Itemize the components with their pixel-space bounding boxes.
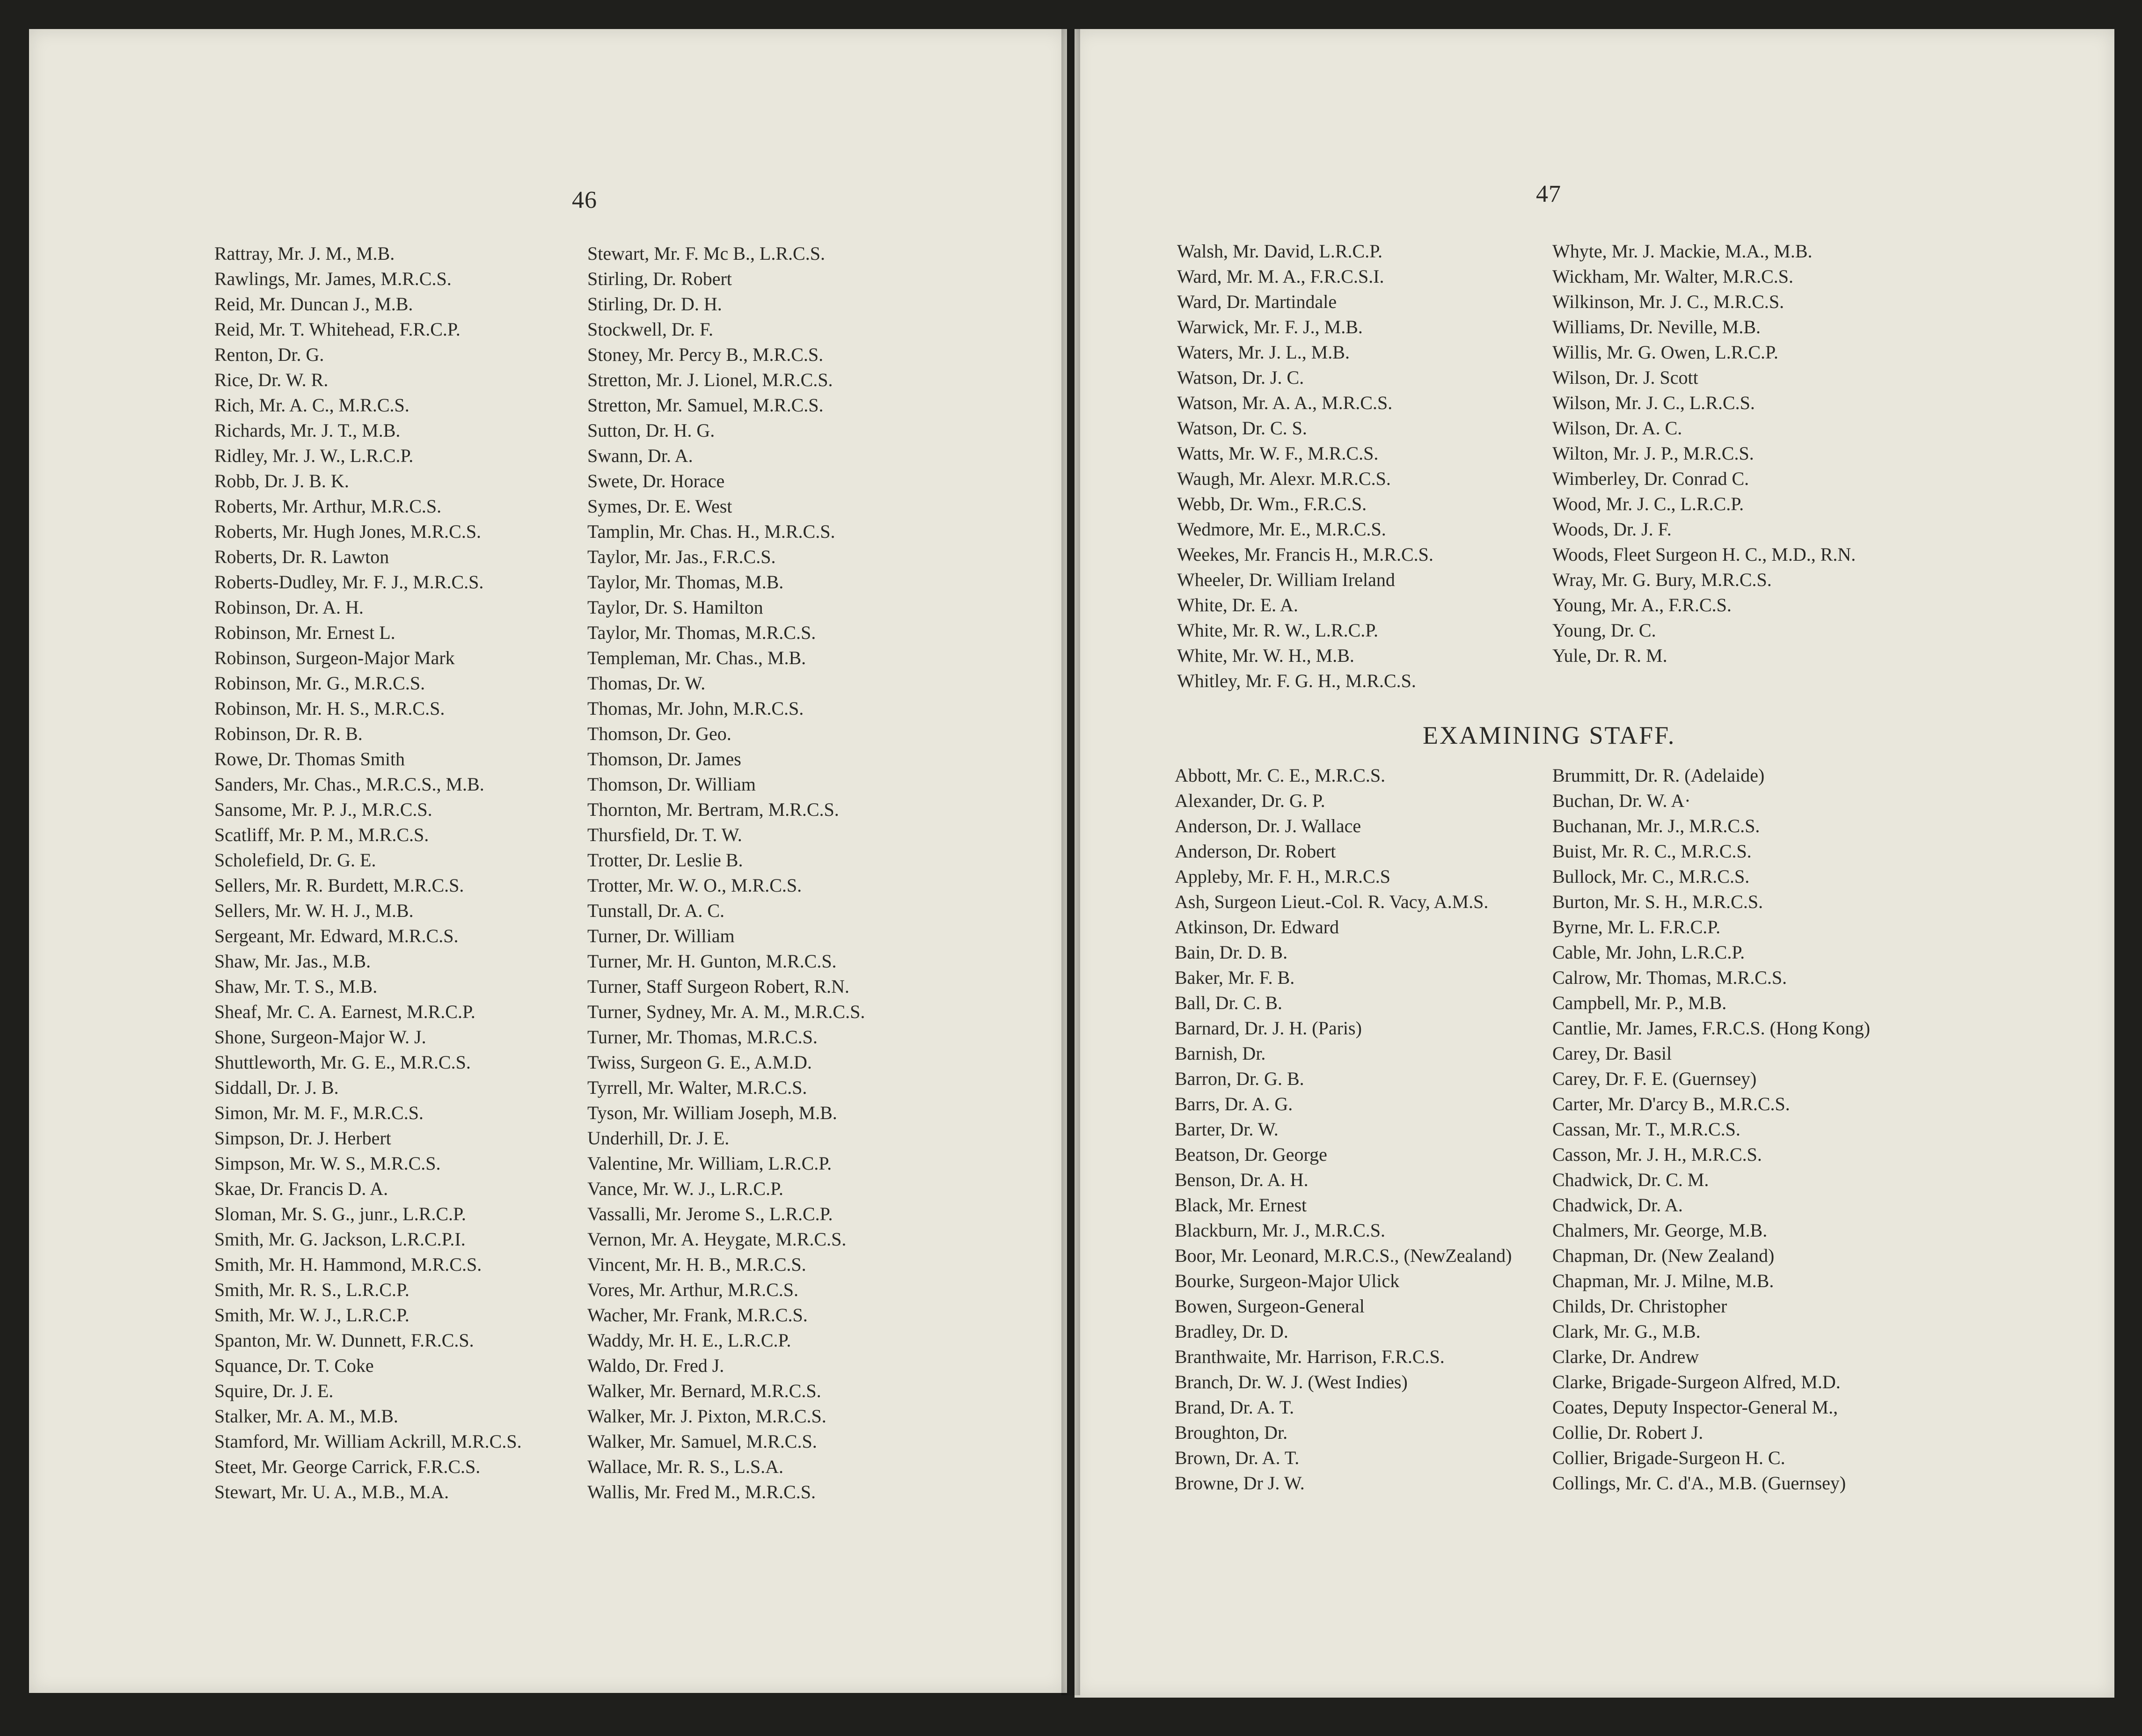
list-entry: Steet, Mr. George Carrick, F.R.C.S. (214, 1456, 481, 1477)
list-entry: Ward, Dr. Martindale (1177, 291, 1337, 312)
list-entry: Collings, Mr. C. d'A., M.B. (Guernsey) (1552, 1472, 1846, 1494)
list-entry: Vassalli, Mr. Jerome S., L.R.C.P. (587, 1203, 833, 1224)
list-entry: Webb, Dr. Wm., F.R.C.S. (1177, 493, 1367, 514)
list-entry: Smith, Mr. W. J., L.R.C.P. (214, 1304, 409, 1326)
list-entry: Waugh, Mr. Alexr. M.R.C.S. (1177, 468, 1391, 489)
left-page-column-2 (587, 241, 865, 1505)
examining-staff-column-2 (1552, 763, 1870, 1496)
list-entry: Clarke, Dr. Andrew (1552, 1346, 1699, 1367)
list-entry: Stretton, Mr. J. Lionel, M.R.C.S. (587, 369, 833, 390)
list-entry: Tunstall, Dr. A. C. (587, 900, 725, 921)
list-entry: Watson, Dr. C. S. (1177, 418, 1307, 439)
list-entry: Carey, Dr. F. E. (Guernsey) (1552, 1068, 1757, 1089)
list-entry: Walker, Mr. Bernard, M.R.C.S. (587, 1380, 821, 1401)
list-entry: Turner, Dr. William (587, 925, 735, 946)
list-entry: Vincent, Mr. H. B., M.R.C.S. (587, 1254, 806, 1275)
list-entry: Sellers, Mr. W. H. J., M.B. (214, 900, 414, 921)
list-entry: Thursfield, Dr. T. W. (587, 824, 742, 845)
list-entry: Ridley, Mr. J. W., L.R.C.P. (214, 445, 414, 466)
list-entry: Wood, Mr. J. C., L.R.C.P. (1552, 493, 1744, 514)
list-entry: Bain, Dr. D. B. (1175, 942, 1288, 963)
list-entry: Watson, Dr. J. C. (1177, 367, 1304, 388)
list-entry: Robinson, Dr. R. B. (214, 723, 363, 744)
list-entry: Wallis, Mr. Fred M., M.R.C.S. (587, 1481, 816, 1502)
list-entry: Thomas, Mr. John, M.R.C.S. (587, 698, 804, 719)
list-entry: Taylor, Mr. Thomas, M.R.C.S. (587, 622, 816, 643)
list-entry: Childs, Dr. Christopher (1552, 1296, 1727, 1317)
list-entry: Collie, Dr. Robert J. (1552, 1422, 1703, 1443)
list-entry: Wray, Mr. G. Bury, M.R.C.S. (1552, 569, 1772, 590)
list-entry: Sloman, Mr. S. G., junr., L.R.C.P. (214, 1203, 466, 1224)
list-entry: Simpson, Dr. J. Herbert (214, 1128, 391, 1149)
list-entry: Wimberley, Dr. Conrad C. (1552, 468, 1749, 489)
list-entry: Swann, Dr. A. (587, 445, 693, 466)
left-page-column-1 (214, 241, 522, 1505)
list-entry: Shaw, Mr. T. S., M.B. (214, 976, 378, 997)
list-entry: Whyte, Mr. J. Mackie, M.A., M.B. (1552, 241, 1813, 262)
list-entry: Woods, Fleet Surgeon H. C., M.D., R.N. (1552, 544, 1856, 565)
list-entry: Robinson, Mr. Ernest L. (214, 622, 395, 643)
list-entry: Wallace, Mr. R. S., L.S.A. (587, 1456, 783, 1477)
list-entry: Stretton, Mr. Samuel, M.R.C.S. (587, 395, 824, 416)
list-entry: Rattray, Mr. J. M., M.B. (214, 243, 395, 264)
list-entry: Bourke, Surgeon-Major Ulick (1175, 1270, 1400, 1291)
list-entry: Buist, Mr. R. C., M.R.C.S. (1552, 841, 1752, 862)
list-entry: Renton, Dr. G. (214, 344, 324, 365)
list-entry: Blackburn, Mr. J., M.R.C.S. (1175, 1220, 1386, 1241)
list-entry: Atkinson, Dr. Edward (1175, 916, 1339, 938)
list-entry: Ward, Mr. M. A., F.R.C.S.I. (1177, 266, 1384, 287)
list-entry: Turner, Mr. H. Gunton, M.R.C.S. (587, 951, 837, 972)
list-entry: Stewart, Mr. U. A., M.B., M.A. (214, 1481, 449, 1502)
list-entry: Brown, Dr. A. T. (1175, 1447, 1300, 1468)
list-entry: Woods, Dr. J. F. (1552, 519, 1672, 540)
list-entry: Wacher, Mr. Frank, M.R.C.S. (587, 1304, 808, 1326)
list-entry: Stoney, Mr. Percy B., M.R.C.S. (587, 344, 824, 365)
list-entry: Roberts, Mr. Hugh Jones, M.R.C.S. (214, 521, 482, 542)
list-entry: White, Mr. R. W., L.R.C.P. (1177, 620, 1379, 641)
list-entry: Templeman, Mr. Chas., M.B. (587, 647, 806, 668)
list-entry: Anderson, Dr. J. Wallace (1175, 815, 1361, 836)
list-entry: Burton, Mr. S. H., M.R.C.S. (1552, 891, 1763, 912)
list-entry: Robinson, Mr. H. S., M.R.C.S. (214, 698, 445, 719)
list-entry: Scatliff, Mr. P. M., M.R.C.S. (214, 824, 429, 845)
list-entry: Abbott, Mr. C. E., M.R.C.S. (1175, 765, 1386, 786)
list-entry: Thomson, Dr. William (587, 774, 756, 795)
list-entry: Casson, Mr. J. H., M.R.C.S. (1552, 1144, 1762, 1165)
examining-staff-heading: EXAMINING STAFF. (1423, 721, 1676, 749)
list-entry: Turner, Sydney, Mr. A. M., M.R.C.S. (587, 1001, 865, 1022)
list-entry: Campbell, Mr. P., M.B. (1552, 992, 1727, 1013)
list-entry: Branch, Dr. W. J. (West Indies) (1175, 1371, 1408, 1392)
list-entry: Bradley, Dr. D. (1175, 1321, 1288, 1342)
list-entry: Taylor, Mr. Thomas, M.B. (587, 571, 784, 593)
list-entry: Wilson, Dr. A. C. (1552, 418, 1682, 439)
list-entry: Tyson, Mr. William Joseph, M.B. (587, 1102, 837, 1123)
list-entry: Barnish, Dr. (1175, 1043, 1266, 1064)
list-entry: Black, Mr. Ernest (1175, 1194, 1307, 1216)
list-entry: Coates, Deputy Inspector-General M., (1552, 1397, 1838, 1418)
list-entry: Simpson, Mr. W. S., M.R.C.S. (214, 1153, 441, 1174)
list-entry: Brummitt, Dr. R. (Adelaide) (1552, 765, 1765, 786)
list-entry: Beatson, Dr. George (1175, 1144, 1327, 1165)
book-gutter (1061, 29, 1080, 1695)
list-entry: Chalmers, Mr. George, M.B. (1552, 1220, 1768, 1241)
list-entry: Twiss, Surgeon G. E., A.M.D. (587, 1052, 812, 1073)
list-entry: Sutton, Dr. H. G. (587, 420, 715, 441)
list-entry: Valentine, Mr. William, L.R.C.P. (587, 1153, 832, 1174)
list-entry: Whitley, Mr. F. G. H., M.R.C.S. (1177, 670, 1416, 691)
list-entry: White, Dr. E. A. (1177, 594, 1298, 615)
list-entry: Chapman, Mr. J. Milne, M.B. (1552, 1270, 1774, 1291)
list-entry: Wedmore, Mr. E., M.R.C.S. (1177, 519, 1386, 540)
list-entry: Clark, Mr. G., M.B. (1552, 1321, 1701, 1342)
list-entry: Swete, Dr. Horace (587, 470, 725, 491)
list-entry: Roberts, Mr. Arthur, M.R.C.S. (214, 496, 442, 517)
list-entry: Stirling, Dr. Robert (587, 268, 732, 289)
list-entry: Taylor, Mr. Jas., F.R.C.S. (587, 546, 776, 567)
list-entry: Stalker, Mr. A. M., M.B. (214, 1406, 398, 1427)
list-entry: Squire, Dr. J. E. (214, 1380, 334, 1401)
list-entry: Williams, Dr. Neville, M.B. (1552, 316, 1761, 337)
list-entry: Stamford, Mr. William Ackrill, M.R.C.S. (214, 1431, 522, 1452)
list-entry: Byrne, Mr. L. F.R.C.P. (1552, 916, 1721, 938)
list-entry: Tyrrell, Mr. Walter, M.R.C.S. (587, 1077, 807, 1098)
list-entry: Bowen, Surgeon-General (1175, 1296, 1365, 1317)
list-entry: Benson, Dr. A. H. (1175, 1169, 1309, 1190)
list-entry: Sanders, Mr. Chas., M.R.C.S., M.B. (214, 774, 484, 795)
list-entry: Roberts-Dudley, Mr. F. J., M.R.C.S. (214, 571, 484, 593)
list-entry: Chadwick, Dr. C. M. (1552, 1169, 1709, 1190)
list-entry: Thornton, Mr. Bertram, M.R.C.S. (587, 799, 839, 820)
list-entry: Thomas, Dr. W. (587, 673, 706, 694)
list-entry: Bullock, Mr. C., M.R.C.S. (1552, 866, 1750, 887)
list-entry: Calrow, Mr. Thomas, M.R.C.S. (1552, 967, 1787, 988)
list-entry: Stirling, Dr. D. H. (587, 293, 722, 315)
list-entry: Richards, Mr. J. T., M.B. (214, 420, 401, 441)
list-entry: Barter, Dr. W. (1175, 1119, 1279, 1140)
left-page (29, 29, 1067, 1693)
list-entry: Weekes, Mr. Francis H., M.R.C.S. (1177, 544, 1433, 565)
list-entry: Trotter, Mr. W. O., M.R.C.S. (587, 875, 802, 896)
list-entry: Smith, Mr. H. Hammond, M.R.C.S. (214, 1254, 482, 1275)
list-entry: Robinson, Dr. A. H. (214, 597, 364, 618)
list-entry: Buchanan, Mr. J., M.R.C.S. (1552, 815, 1760, 836)
list-entry: Carter, Mr. D'arcy B., M.R.C.S. (1552, 1093, 1790, 1114)
list-entry: Vance, Mr. W. J., L.R.C.P. (587, 1178, 783, 1199)
list-entry: Shuttleworth, Mr. G. E., M.R.C.S. (214, 1052, 471, 1073)
list-entry: Shone, Surgeon-Major W. J. (214, 1026, 426, 1047)
list-entry: Walker, Mr. Samuel, M.R.C.S. (587, 1431, 817, 1452)
list-entry: Yule, Dr. R. M. (1552, 645, 1667, 666)
list-entry: Rowe, Dr. Thomas Smith (214, 748, 405, 769)
list-entry: Spanton, Mr. W. Dunnett, F.R.C.S. (214, 1330, 474, 1351)
list-entry: Smith, Mr. R. S., L.R.C.P. (214, 1279, 409, 1300)
list-entry: Vores, Mr. Arthur, M.R.C.S. (587, 1279, 799, 1300)
list-entry: Boor, Mr. Leonard, M.R.C.S., (NewZealand) (1175, 1245, 1512, 1266)
list-entry: Reid, Mr. Duncan J., M.B. (214, 293, 413, 315)
list-entry: Carey, Dr. Basil (1552, 1043, 1672, 1064)
list-entry: Rawlings, Mr. James, M.R.C.S. (214, 268, 452, 289)
list-entry: Thomson, Dr. Geo. (587, 723, 731, 744)
list-entry: Cantlie, Mr. James, F.R.C.S. (Hong Kong) (1552, 1018, 1871, 1039)
list-entry: Cable, Mr. John, L.R.C.P. (1552, 942, 1745, 963)
list-entry: Stockwell, Dr. F. (587, 319, 714, 340)
list-entry: Collier, Brigade-Surgeon H. C. (1552, 1447, 1785, 1468)
list-entry: Barron, Dr. G. B. (1175, 1068, 1304, 1089)
list-entry: Broughton, Dr. (1175, 1422, 1288, 1443)
list-entry: Waddy, Mr. H. E., L.R.C.P. (587, 1330, 791, 1351)
list-entry: Symes, Dr. E. West (587, 496, 732, 517)
left-page-number: 46 (572, 187, 597, 213)
list-entry: Warwick, Mr. F. J., M.B. (1177, 316, 1363, 337)
list-entry: Rich, Mr. A. C., M.R.C.S. (214, 395, 409, 416)
list-entry: Baker, Mr. F. B. (1175, 967, 1295, 988)
list-entry: Willis, Mr. G. Owen, L.R.C.P. (1552, 342, 1778, 363)
list-entry: Walsh, Mr. David, L.R.C.P. (1177, 241, 1383, 262)
list-entry: Waters, Mr. J. L., M.B. (1177, 342, 1350, 363)
list-entry: Sergeant, Mr. Edward, M.R.C.S. (214, 925, 459, 946)
list-entry: Taylor, Dr. S. Hamilton (587, 597, 763, 618)
list-entry: Simon, Mr. M. F., M.R.C.S. (214, 1102, 424, 1123)
list-entry: Thomson, Dr. James (587, 748, 741, 769)
list-entry: Skae, Dr. Francis D. A. (214, 1178, 388, 1199)
list-entry: Ash, Surgeon Lieut.-Col. R. Vacy, A.M.S. (1175, 891, 1489, 912)
list-entry: Trotter, Dr. Leslie B. (587, 850, 743, 871)
list-entry: Appleby, Mr. F. H., M.R.C.S (1175, 866, 1390, 887)
list-entry: Ball, Dr. C. B. (1175, 992, 1283, 1013)
examining-staff-column-1 (1175, 763, 1512, 1496)
list-entry: Wickham, Mr. Walter, M.R.C.S. (1552, 266, 1794, 287)
list-entry: Scholefield, Dr. G. E. (214, 850, 376, 871)
list-entry: Anderson, Dr. Robert (1175, 841, 1336, 862)
list-entry: Wilkinson, Mr. J. C., M.R.C.S. (1552, 291, 1784, 312)
list-entry: Shaw, Mr. Jas., M.B. (214, 951, 371, 972)
list-entry: Young, Dr. C. (1552, 620, 1656, 641)
list-entry: Squance, Dr. T. Coke (214, 1355, 374, 1376)
list-entry: Clarke, Brigade-Surgeon Alfred, M.D. (1552, 1371, 1841, 1392)
list-entry: Sheaf, Mr. C. A. Earnest, M.R.C.P. (214, 1001, 475, 1022)
list-entry: Barnard, Dr. J. H. (Paris) (1175, 1018, 1362, 1039)
list-entry: Sansome, Mr. P. J., M.R.C.S. (214, 799, 432, 820)
list-entry: Brand, Dr. A. T. (1175, 1397, 1294, 1418)
list-entry: Wilson, Dr. J. Scott (1552, 367, 1698, 388)
list-entry: Reid, Mr. T. Whitehead, F.R.C.P. (214, 319, 461, 340)
list-entry: Smith, Mr. G. Jackson, L.R.C.P.I. (214, 1229, 466, 1250)
list-entry: Rice, Dr. W. R. (214, 369, 329, 390)
list-entry: Buchan, Dr. W. A· (1552, 790, 1691, 811)
list-entry: Watts, Mr. W. F., M.R.C.S. (1177, 443, 1379, 464)
list-entry: Wheeler, Dr. William Ireland (1177, 569, 1395, 590)
list-entry: Young, Mr. A., F.R.C.S. (1552, 594, 1732, 615)
list-entry: Underhill, Dr. J. E. (587, 1128, 730, 1149)
list-entry: Siddall, Dr. J. B. (214, 1077, 339, 1098)
list-entry: Cassan, Mr. T., M.R.C.S. (1552, 1119, 1740, 1140)
list-entry: Stewart, Mr. F. Mc B., L.R.C.S. (587, 243, 825, 264)
list-entry: Watson, Mr. A. A., M.R.C.S. (1177, 392, 1393, 413)
list-entry: Roberts, Dr. R. Lawton (214, 546, 389, 567)
list-entry: Wilson, Mr. J. C., L.R.C.S. (1552, 392, 1755, 413)
list-entry: Barrs, Dr. A. G. (1175, 1093, 1293, 1114)
list-entry: White, Mr. W. H., M.B. (1177, 645, 1354, 666)
list-entry: Alexander, Dr. G. P. (1175, 790, 1325, 811)
list-entry: Tamplin, Mr. Chas. H., M.R.C.S. (587, 521, 835, 542)
list-entry: Vernon, Mr. A. Heygate, M.R.C.S. (587, 1229, 847, 1250)
list-entry: Turner, Mr. Thomas, M.R.C.S. (587, 1026, 818, 1047)
list-entry: Chapman, Dr. (New Zealand) (1552, 1245, 1775, 1266)
list-entry: Waldo, Dr. Fred J. (587, 1355, 724, 1376)
list-entry: Wilton, Mr. J. P., M.R.C.S. (1552, 443, 1754, 464)
right-page-number: 47 (1536, 181, 1561, 207)
list-entry: Turner, Staff Surgeon Robert, R.N. (587, 976, 849, 997)
list-entry: Chadwick, Dr. A. (1552, 1194, 1683, 1216)
list-entry: Sellers, Mr. R. Burdett, M.R.C.S. (214, 875, 464, 896)
list-entry: Robinson, Surgeon-Major Mark (214, 647, 455, 668)
right-page-column-1 (1177, 239, 1433, 694)
list-entry: Browne, Dr J. W. (1175, 1472, 1305, 1494)
list-entry: Walker, Mr. J. Pixton, M.R.C.S. (587, 1406, 826, 1427)
list-entry: Robb, Dr. J. B. K. (214, 470, 349, 491)
list-entry: Robinson, Mr. G., M.R.C.S. (214, 673, 425, 694)
list-entry: Branthwaite, Mr. Harrison, F.R.C.S. (1175, 1346, 1445, 1367)
right-page-column-2 (1552, 239, 1856, 668)
